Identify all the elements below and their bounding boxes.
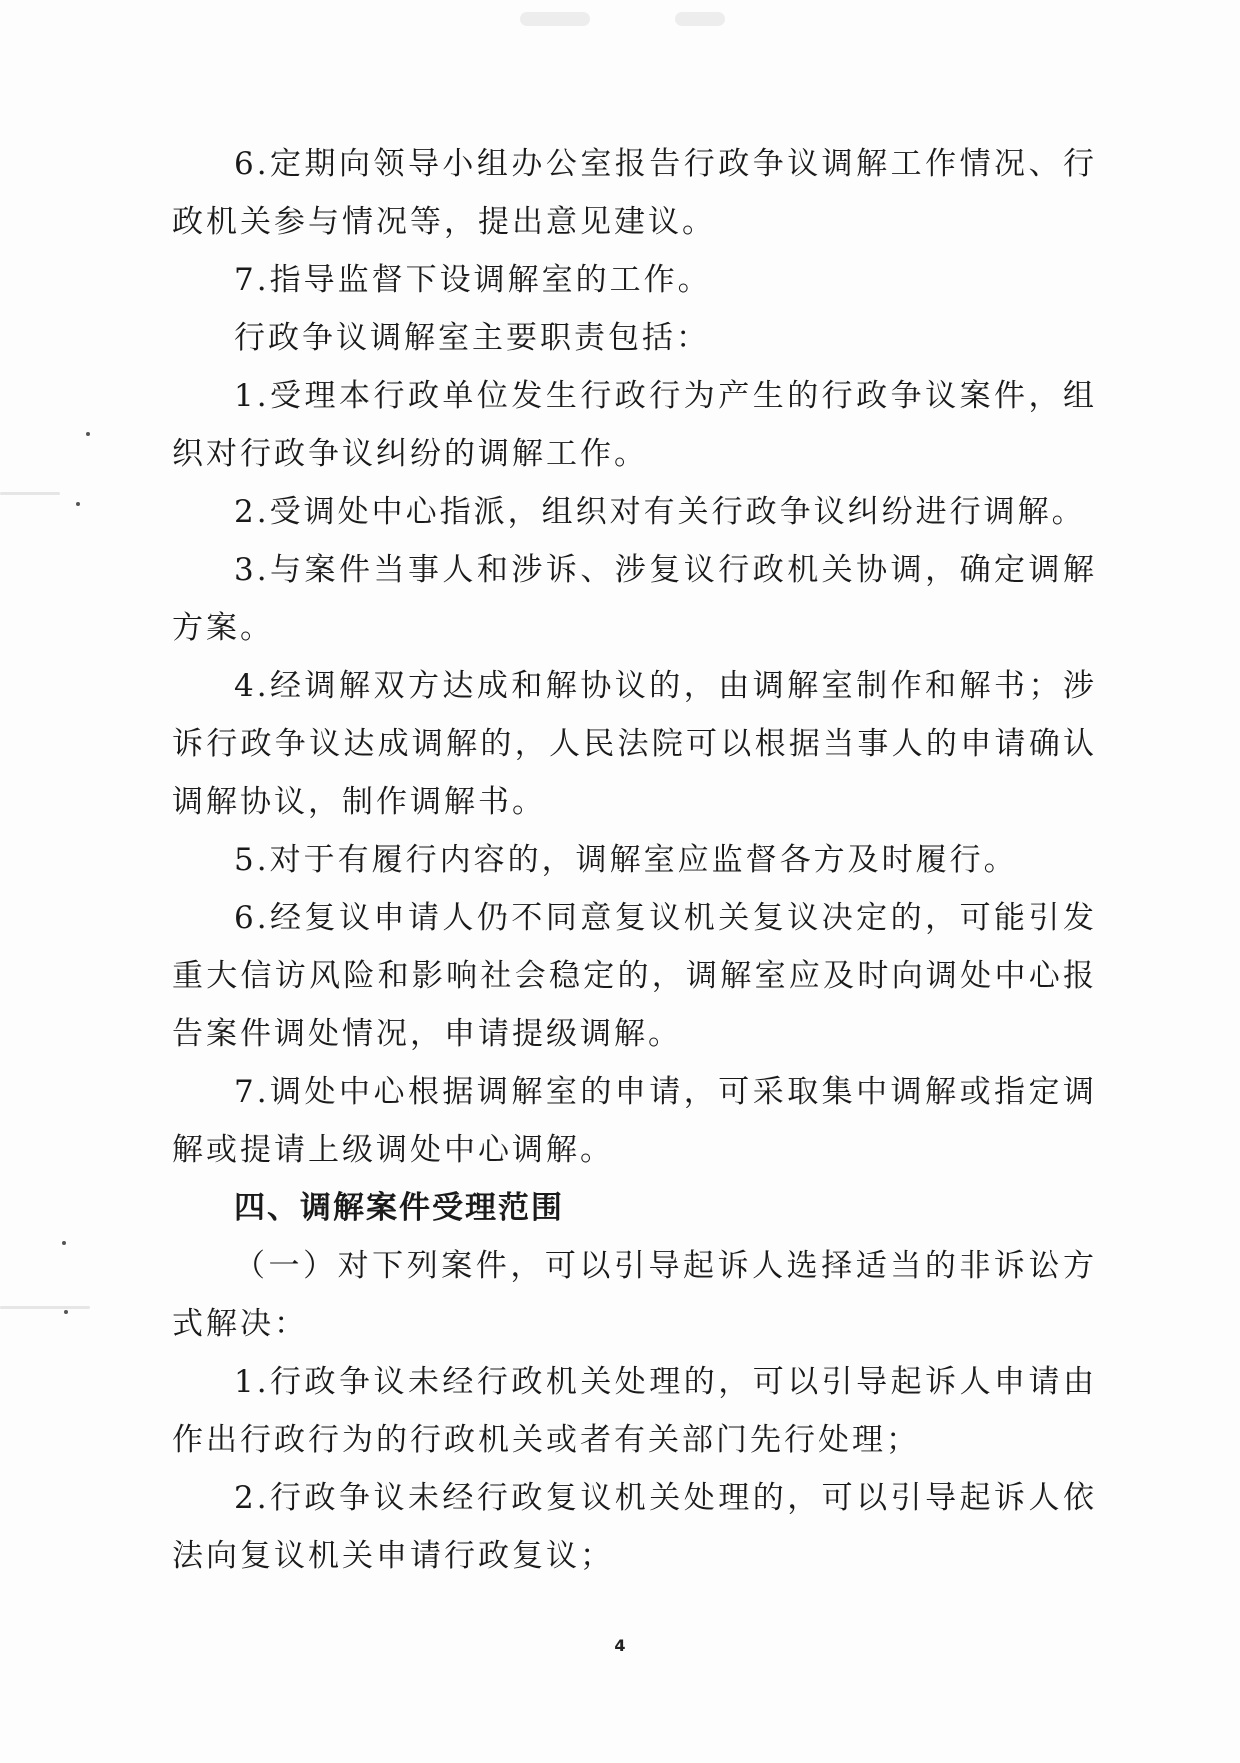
scan-smudge bbox=[0, 492, 60, 495]
paragraph: 行政争议调解室主要职责包括： bbox=[234, 320, 710, 356]
paragraph: 1.行政争议未经行政机关处理的，可以引导起诉人申请由作出行政行为的行政机关或者有关部门先行处理； bbox=[172, 1364, 1097, 1458]
scan-speck bbox=[86, 432, 90, 436]
scan-mark bbox=[520, 12, 590, 26]
paragraph: 6.经复议申请人仍不同意复议机关复议决定的，可能引发重大信访风险和影响社会稳定的，调解室应及时向调处中心报告案件调处情况，申请提级调解。 bbox=[172, 900, 1097, 1052]
paragraph: 2.受调处中心指派，组织对有关行政争议纠纷进行调解。 bbox=[234, 494, 1086, 530]
scan-speck bbox=[64, 1310, 68, 1314]
page-number: 4 bbox=[614, 1636, 626, 1655]
paragraph: 3.与案件当事人和涉诉、涉复议行政机关协调，确定调解方案。 bbox=[172, 552, 1097, 646]
paragraph: 6.定期向领导小组办公室报告行政争议调解工作情况、行政机关参与情况等，提出意见建议。 bbox=[172, 146, 1097, 240]
paragraph: 7.指导监督下设调解室的工作。 bbox=[234, 262, 712, 298]
scan-speck bbox=[62, 1241, 66, 1245]
paragraph: 2.行政争议未经行政复议机关处理的，可以引导起诉人依法向复议机关申请行政复议； bbox=[172, 1480, 1097, 1574]
paragraph: 5.对于有履行内容的，调解室应监督各方及时履行。 bbox=[234, 842, 1018, 878]
scan-smudge bbox=[0, 1306, 90, 1309]
paragraph: （一）对下列案件，可以引导起诉人选择适当的非诉讼方式解决： bbox=[172, 1248, 1097, 1342]
section-heading: 四、调解案件受理范围 bbox=[234, 1190, 564, 1226]
scan-mark bbox=[675, 12, 725, 26]
paragraph: 7.调处中心根据调解室的申请，可采取集中调解或指定调解或提请上级调处中心调解。 bbox=[172, 1074, 1097, 1168]
document-body bbox=[172, 135, 1097, 1585]
paragraph: 1.受理本行政单位发生行政行为产生的行政争议案件，组织对行政争议纠纷的调解工作。 bbox=[172, 378, 1097, 472]
scan-speck bbox=[76, 502, 80, 506]
paragraph: 4.经调解双方达成和解协议的，由调解室制作和解书；涉诉行政争议达成调解的，人民法院可以根据当事人的申请确认调解协议，制作调解书。 bbox=[172, 668, 1097, 820]
